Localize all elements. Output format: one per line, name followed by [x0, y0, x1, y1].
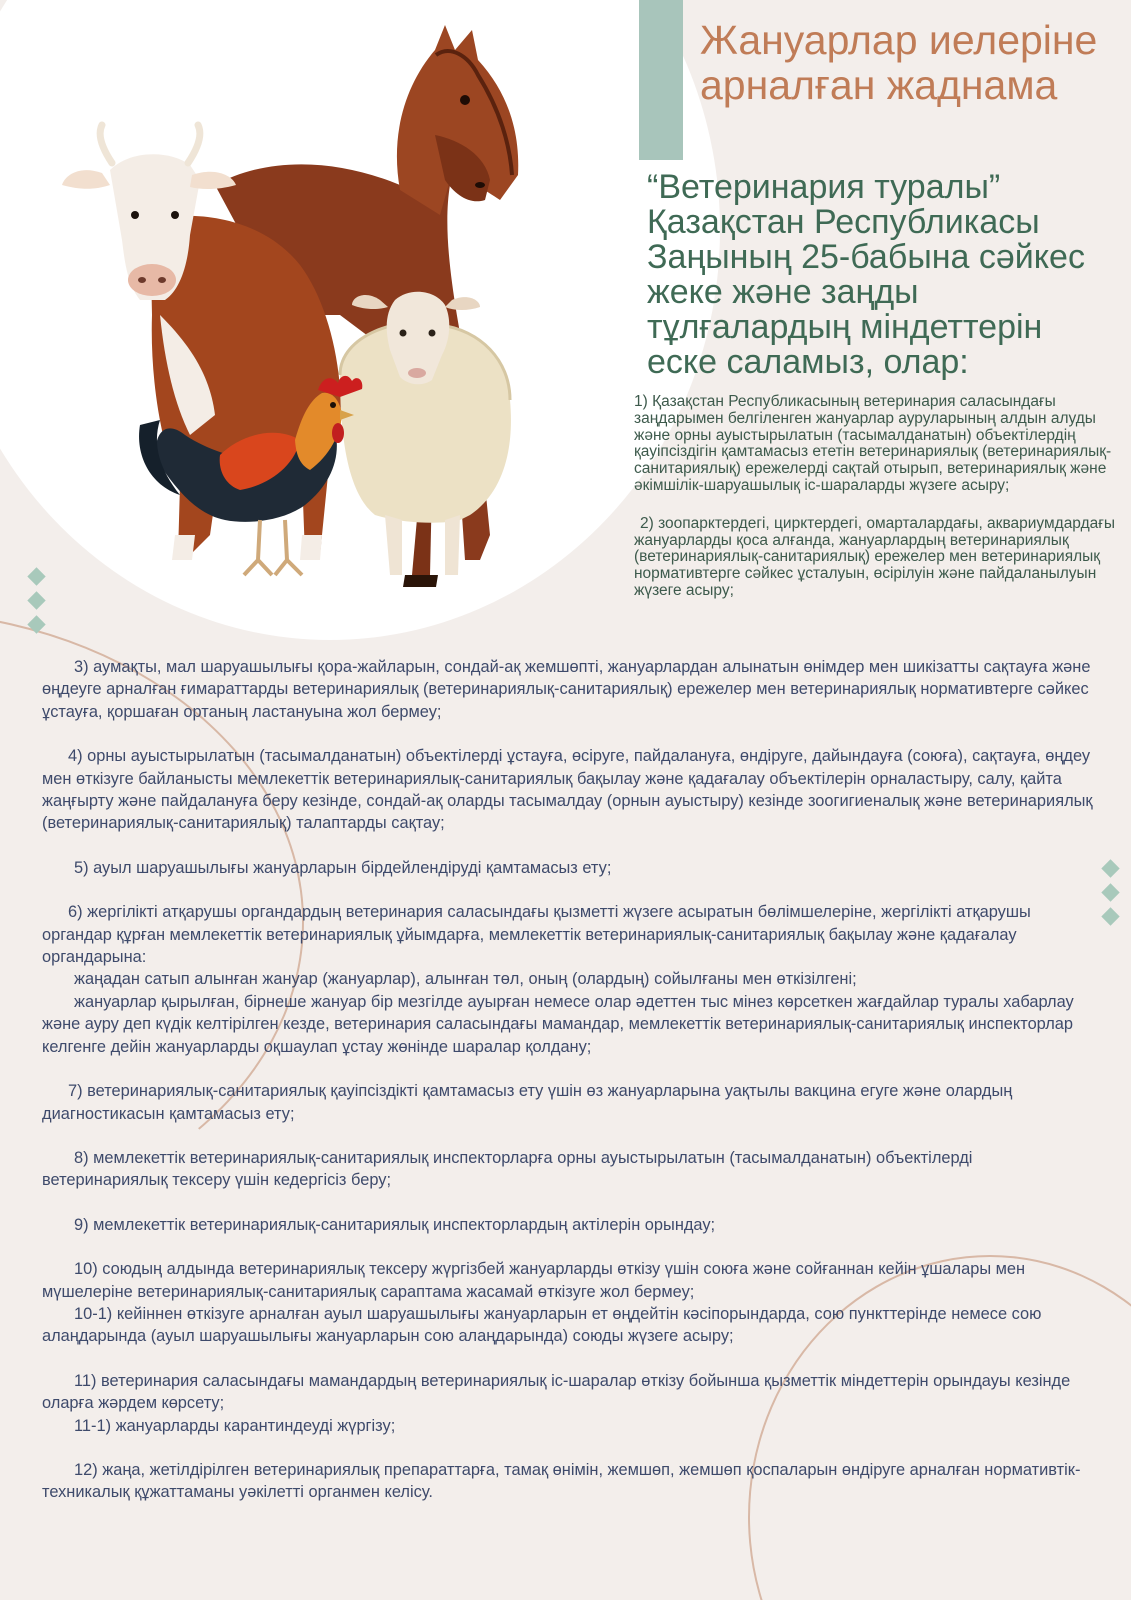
page-title: Жануарлар иелеріне арналған жаднама	[700, 17, 1098, 108]
list-item: 3) аумақты, мал шаруашылығы қора-жайларын, сондай-ақ жемшөпті, жануарлардан алынатын өнімдер мен шикізатты сақтауға және өңдеуге арналған ғимараттарды ветеринариялық (ветеринариялық-санитариялық) ережелер мен ветеринариялық нормативтерге сәйкес ұстауға, қоршаған ортаның ластануына жол бермеу;	[42, 658, 1091, 721]
list-item: 6) жергілікті атқарушы органдардың ветеринария саласындағы қызметті жүзеге асыратын бөлімшелеріне, жергілікті атқарушы органдар құрған мемлекеттік ветеринариялық ұйымдарға, мемлекеттік ветеринариялық-санитариялық бақылау және қадағалау органдарына:	[42, 903, 1031, 967]
list-item: 4) орны ауыстырылатын (тасымалданатын) объектілерді ұстауға, өсіруге, пайдалануға, өндіруге, дайындауға (союға), сақтауға, өңдеу мен өткізуге байланысты мемлекеттік ветеринариялық-санитариялық бақылау және қадағалау объектілерін орналастыру, салу, қайта жаңғырту және пайдалануға беру кезінде, сондай-ақ оларды тасымалдау (орнын ауыстыру) кезінде зоогигиеналық және ветеринариялық (ветеринариялық-санитариялық) талаптарды сақтау;	[42, 747, 1093, 833]
list-item: 10) союдың алдында ветеринариялық тексеру жүргізбей жануарларды өткізу үшін союға және сойғаннан кейін ұшалары мен мүшелеріне ветеринариялық-санитариялық сараптама жасамай өткізуге жол бермеу;	[42, 1260, 1026, 1301]
list-item: 2) зоопарктердегі, цирктердегі, омарталардағы, аквариумдардағы жануарларды қоса алғанда, жануарлардың ветеринариялық (ветеринариялық-санитариялық) ережелер мен ветеринариялық нормативтерге сәйкес ұсталуын, өсірілуін және пайдаланылуын жүзеге асыру;	[634, 514, 1116, 599]
list-item: 9) мемлекеттік ветеринариялық-санитариялық инспекторлардың актілерін орындау;	[74, 1215, 716, 1234]
accent-bar	[639, 0, 683, 160]
farm-animals-illustration	[40, 15, 600, 615]
obligations-list	[42, 656, 1102, 1504]
page-subtitle: “Ветеринария туралы” Қазақстан Республикасы Заңының 25-бабына сәйкес жеке және заңды тұлғалардың міндеттерін еске саламыз, олар:	[647, 168, 1085, 381]
list-item: 11-1) жануарларды карантиндеуді жүргізу;	[74, 1416, 396, 1435]
obligations-intro-list	[634, 394, 1124, 621]
diamond-icon	[1101, 859, 1119, 877]
diamond-icon	[1101, 883, 1119, 901]
list-item: 1) Қазақстан Республикасының ветеринария саласындағы заңдарымен белгіленген жануарлар ауруларының алдын алуды және орны ауыстырылатын (тасымалданатын) объектілердің қауіпсіздігін қамтамасыз ететін ветеринариялық (ветеринариялық-санитариялық) ережелерді сақтай отырып, ветеринариялық және әкімшілік-шаруашылық іс-шараларды жүзеге асыру;	[634, 393, 1112, 494]
list-item: жаңадан сатып алынған жануар (жануарлар), алынған төл, оның (олардың) сойылғаны мен өткізілгені;	[74, 970, 857, 989]
list-item: 8) мемлекеттік ветеринариялық-санитариялық инспекторларға орны ауыстырылатын (тасымалданатын) объектілерді ветеринариялық тексеру үшін кедергісіз беру;	[42, 1148, 973, 1190]
list-item: 5) ауыл шаруашылығы жануарларын бірдейлендіруді қамтамасыз ету;	[74, 858, 612, 877]
list-item: 11) ветеринария саласындағы мамандардың ветеринариялық іс-шаралар өткізу бойынша қызметтік міндеттерін орындауы кезінде оларға жәрдем көрсету;	[42, 1371, 1071, 1413]
list-item: жануарлар қырылған, бірнеше жануар бір мезгілде ауырған немесе олар әдеттен тыс мінез көрсеткен жағдайлар туралы хабарлау және ауру деп күдік келтірілген кезде, ветеринария саласындағы мамандар, мемлекеттік ветеринариялық-санитариялық инспекторлар келгенге дейін жануарларды оқшаулап ұстау жөнінде шаралар қолдану;	[42, 992, 1074, 1056]
diamond-icon	[1101, 907, 1119, 925]
diamond-ornament-right	[1104, 862, 1117, 923]
list-item: 7) ветеринариялық-санитариялық қауіпсіздікті қамтамасыз ету үшін өз жануарларына уақтылы вакцина егуге және олардың диагностикасын қамтамасыз ету;	[42, 1082, 1013, 1123]
diamond-icon	[27, 615, 45, 633]
list-item: 10-1) кейіннен өткізуге арналған ауыл шаруашылығы жануарларын ет өңдейтін кәсіпорындарда, сою пункттерінде немесе сою алаңдарында (ауыл шаруашылығы жануарларын сою алаңдарында) союды жүзеге асыру;	[42, 1304, 1042, 1346]
list-item: 12) жаңа, жетілдірілген ветеринариялық препараттарға, тамақ өнімін, жемшөп, жемшөп қоспаларын өндіруге арналған нормативтік-техникалық құжаттаманы уәкілетті органмен келісу.	[42, 1460, 1081, 1502]
